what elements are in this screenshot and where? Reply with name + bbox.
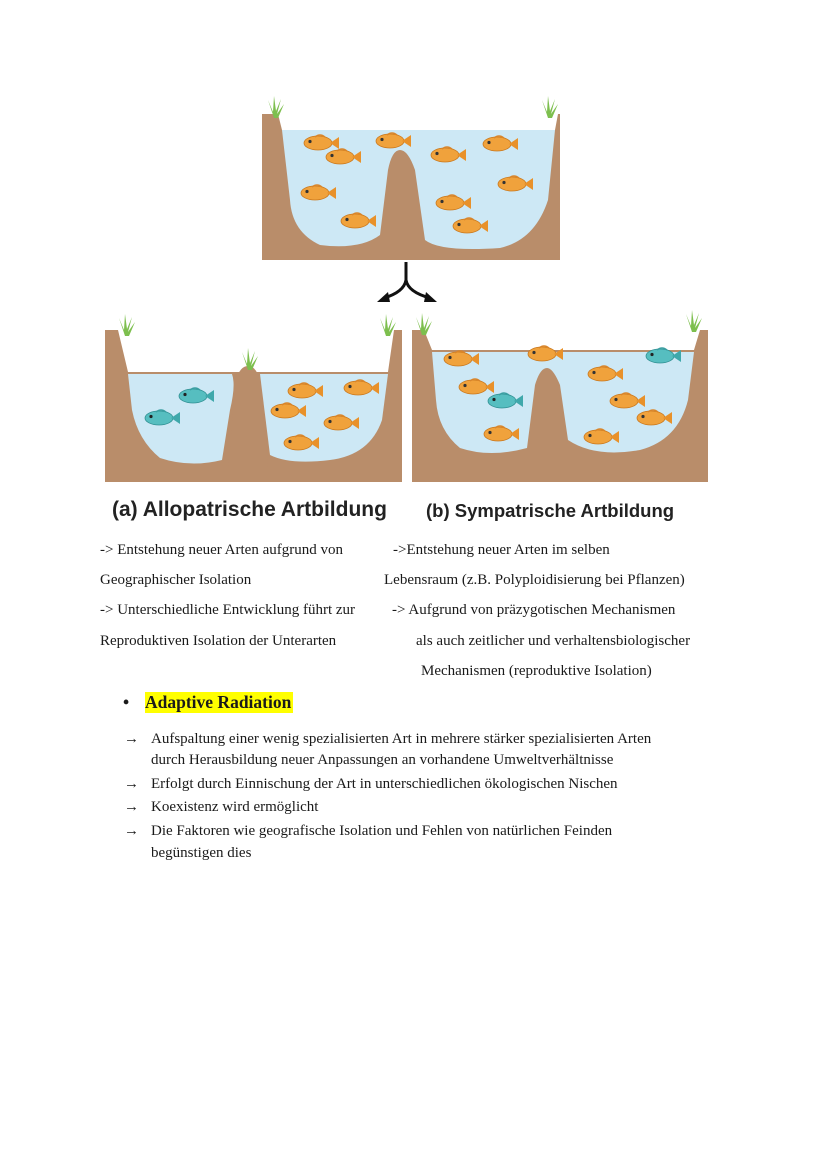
sympatric-basin — [412, 310, 708, 482]
right-line-2: Lebensraum (z.B. Polyploidisierung bei Pflanzen) — [384, 572, 685, 588]
caption-sympatric: (b) Sympatrische Artbildung — [426, 500, 675, 521]
grass-icon — [380, 314, 396, 336]
left-line-3: -> Unterschiedliche Entwicklung führt zur — [100, 602, 356, 618]
list-item-line: Koexistenz wird ermöglicht — [151, 799, 319, 815]
list-item — [124, 796, 724, 818]
list-item — [124, 773, 724, 795]
heading-text: Adaptive Radiation — [145, 692, 292, 712]
allopatric-basin — [105, 314, 402, 482]
grass-icon — [242, 348, 258, 370]
speciation-figure — [0, 0, 828, 540]
list-item-line: Die Faktoren wie geografische Isolation und Fehlen von natürlichen Feinden — [151, 823, 613, 839]
right-line-1: ->Entstehung neuer Arten im selben — [393, 542, 610, 558]
list-item-line: Aufspaltung einer wenig spezialisierten Art in mehrere stärker spezialisierten Arten — [151, 731, 652, 747]
arrow-right-icon: → — [124, 823, 139, 839]
arrow-right-icon: → — [124, 731, 139, 747]
split-arrow-icon — [377, 262, 437, 302]
grass-icon — [542, 96, 558, 118]
top-basin — [262, 96, 560, 260]
list-item-line: Erfolgt durch Einnischung der Art in unterschiedlichen ökologischen Nischen — [151, 776, 618, 792]
adaptive-radiation-heading — [123, 692, 293, 713]
arrow-right-icon: → — [124, 776, 139, 792]
list-item — [124, 820, 724, 864]
arrow-right-icon: → — [124, 799, 139, 815]
caption-allopatric: (a) Allopatrische Artbildung — [112, 498, 387, 521]
left-line-4: Reproduktiven Isolation der Unterarten — [100, 633, 337, 649]
left-line-1: -> Entstehung neuer Arten aufgrund von — [100, 542, 343, 558]
left-line-2: Geographischer Isolation — [100, 572, 252, 588]
grass-icon — [686, 310, 702, 332]
list-item-line: durch Herausbildung neuer Anpassungen an vorhandene Umweltverhältnisse — [151, 752, 614, 768]
right-line-5: Mechanismen (reproduktive Isolation) — [421, 663, 652, 679]
right-line-4: als auch zeitlicher und verhaltensbiologischer — [416, 633, 691, 649]
right-line-3: -> Aufgrund von präzygotischen Mechanismen — [392, 602, 676, 618]
bullet-icon: • — [123, 692, 130, 712]
list-item-line: begünstigen dies — [151, 845, 252, 861]
list-item — [124, 728, 724, 772]
grass-icon — [119, 314, 135, 336]
